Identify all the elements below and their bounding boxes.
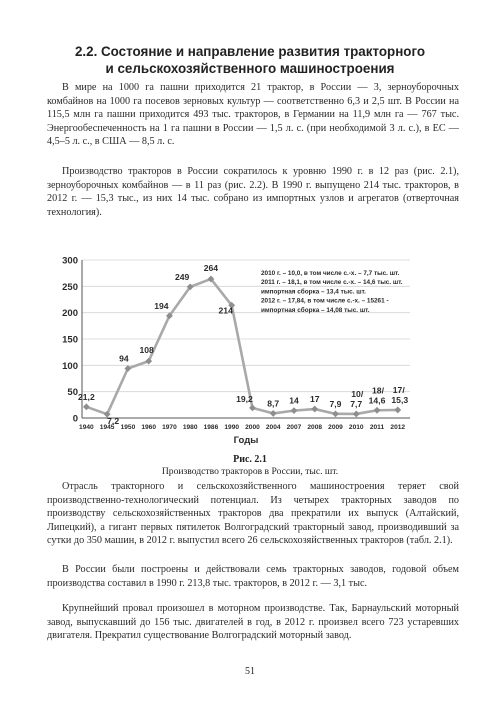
data-point — [394, 407, 401, 414]
data-label: 15,3 — [391, 394, 409, 405]
x-tick-label: 1970 — [162, 424, 177, 431]
figure-caption-text: Производство тракторов в России, тыс. шт. — [161, 466, 339, 477]
data-label: 7,2 — [107, 416, 120, 427]
data-label: 194 — [154, 300, 169, 311]
x-tick-label: 1990 — [224, 424, 240, 431]
data-point — [249, 404, 256, 411]
figure-caption-number: Рис. 2.1 — [233, 454, 267, 465]
annotation-line: 2012 г. – 17,84, в том числе с.-х. – 15261 - — [261, 297, 389, 305]
data-label: 17 — [309, 394, 320, 405]
data-label: 14,6 — [368, 395, 386, 406]
data-label-total: 17/ — [392, 384, 405, 395]
data-label: 8,7 — [267, 398, 280, 409]
data-point — [311, 406, 318, 413]
data-label: 214 — [218, 305, 233, 316]
data-label: 108 — [139, 345, 154, 356]
data-label: 14 — [289, 395, 299, 406]
x-tick-label: 1960 — [141, 424, 156, 431]
data-label: 249 — [175, 271, 190, 282]
y-tick-label: 50 — [67, 387, 78, 399]
paragraph-seven-plants — [47, 563, 459, 590]
data-label: 21,2 — [78, 391, 95, 402]
x-tick-label: 2009 — [328, 424, 343, 431]
tractor-production-chart — [55, 252, 425, 452]
x-tick-label: 1980 — [182, 424, 198, 431]
x-tick-label: 1945 — [99, 424, 115, 431]
x-tick-label: 2000 — [245, 424, 260, 431]
x-tick-label: 2012 — [390, 424, 406, 431]
y-tick-label: 150 — [62, 334, 78, 346]
annotation-line: 2010 г. – 10,0, в том числе с.-х. – 7,7 тыс. шт. — [261, 270, 400, 277]
x-tick-label: 2004 — [265, 424, 281, 431]
annotation-line: импортная сборка – 14,08 тыс. шт. — [261, 306, 370, 314]
data-point — [374, 407, 381, 414]
y-tick-label: 250 — [62, 281, 78, 293]
x-tick-label: 2011 — [369, 424, 385, 431]
section-title-line-1: 2.2. Состояние и направление развития тракторного — [74, 44, 426, 59]
x-tick-label: 1986 — [203, 424, 219, 431]
y-tick-label: 200 — [62, 308, 78, 320]
data-label: 7,7 — [350, 398, 363, 409]
y-tick-label: 100 — [62, 360, 78, 372]
paragraph-text: Отрасль тракторного и сельскохозяйственного машиностроения теряет свой производственно-технологический потенциал. Из четырех тракторных заводов по производству сельскохозяйственных тракторов два прекратили их выпуск (Алтайский, Липецкий), а гигант первых пятилеток Волгоградский тракторный завод, производивший за сутки до 350 машин, в 2012 г. выпустил всего 26 сельскохозяйственных тракторов (табл. 2.1). — [47, 481, 459, 547]
data-label: 7,9 — [329, 398, 342, 409]
x-tick-label: 2007 — [286, 424, 302, 431]
y-tick-label: 300 — [62, 255, 78, 267]
data-point — [353, 411, 360, 418]
paragraph-engine-production — [47, 602, 459, 643]
paragraph-world-tractor-density — [47, 81, 459, 149]
x-axis-title: Годы — [233, 435, 259, 446]
data-label: 264 — [203, 262, 219, 273]
paragraph-text: В России были построены и действовали семь тракторных заводов, годовой объем производства составил в 1990 г. 213,8 тыс. тракторов, в 2012 г. — 3,1 тыс. — [47, 564, 459, 589]
paragraph-industry-potential — [47, 480, 459, 548]
y-tick-label: 0 — [72, 413, 78, 425]
paragraph-text: Производство тракторов в России сократилось к уровню 1990 г. в 12 раз (рис. 2.1), зерноуборочных комбайнов — в 11 раз (рис. 2.2). В 1990 г. выпущено 214 тыс. тракторов, в 2012 г. — 15,3 тыс., из них 14 тыс. собрано из импортных узлов и агрегатов (отверточная технология). — [47, 166, 459, 218]
data-label: 94 — [119, 353, 129, 364]
paragraph-production-decline — [47, 165, 459, 219]
data-point — [270, 410, 277, 417]
chart-annotation — [261, 270, 403, 314]
paragraph-text: Крупнейший провал произошел в моторном производстве. Так, Барнаульский моторный завод, выпускавший до 156 тыс. двигателей в год, в 2012 г. произвел всего 723 устаревших двигателя. Прекратил существование Волгоградский моторный завод. — [47, 603, 459, 642]
annotation-line: импортная сборка – 13,4 тыс. шт. — [261, 288, 366, 296]
x-tick-label: 1950 — [120, 424, 136, 431]
data-point — [332, 410, 339, 417]
annotation-line: 2011 г. – 18,1, в том числе с.-х. – 14,6 тыс. шт. — [261, 279, 403, 287]
data-point — [291, 407, 298, 414]
page-number: 51 — [245, 666, 255, 677]
data-label-total: 10/ — [351, 388, 364, 399]
section-title-line-2: и сельскохозяйственного машиностроения — [105, 61, 395, 76]
data-label: 19,2 — [236, 393, 253, 404]
paragraph-text: В мире на 1000 га пашни приходится 21 трактор, в России — 3, зерноуборочных комбайнов на 1000 га посевов зерновых культур — соответственно 6,3 и 2,5 шт. В России на 115,5 млн га пашни приходится 493 тыс. тракторов, в Германии на 11,9 млн га — 767 тыс. Энергообеспеченность на 1 га пашни в России — 1,5 л. с. (при необходимой 3 л. с.), в ЕС — 4,5–5 л. с., в США — 8,5 л. с. — [47, 82, 459, 148]
x-tick-label: 1940 — [79, 424, 94, 431]
x-tick-label: 2008 — [307, 424, 323, 431]
section-heading — [40, 43, 460, 77]
data-label-total: 18/ — [372, 385, 384, 396]
data-point — [83, 403, 90, 410]
x-tick-label: 2010 — [348, 424, 364, 431]
